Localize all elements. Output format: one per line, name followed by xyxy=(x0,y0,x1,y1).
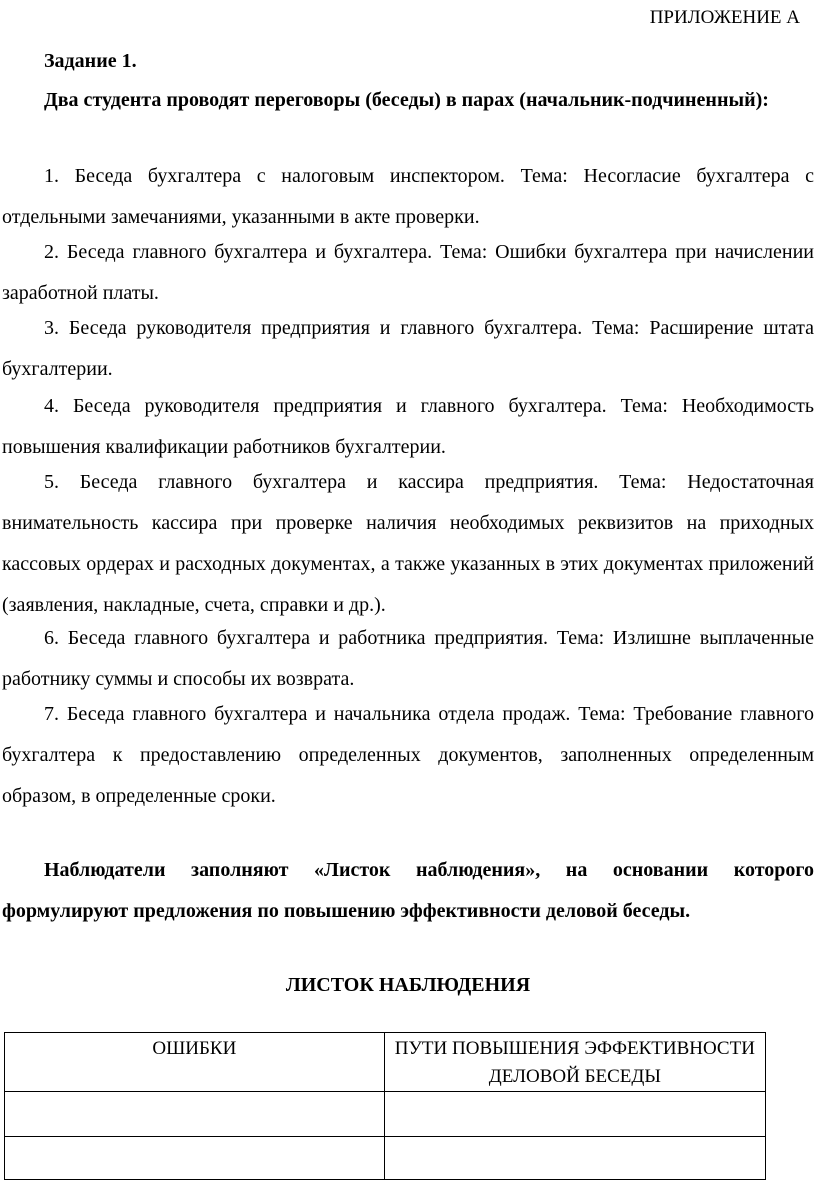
list-item: 7. Беседа главного бухгалтера и начальника отдела продаж. Тема: Требование главного бухгалтера к предоставлению определенных документов, заполненных определенным образом, в определенные сроки. xyxy=(2,703,814,807)
column-header-errors: ОШИБКИ xyxy=(5,1033,385,1092)
table-row xyxy=(5,1137,766,1180)
list-item: 3. Беседа руководителя предприятия и главного бухгалтера. Тема: Расширение штата бухгалтерии. xyxy=(2,317,814,380)
table-cell[interactable] xyxy=(384,1137,765,1180)
observers-note: Наблюдатели заполняют «Листок наблюдения», на основании которого формулируют предложения по повышению эффективности деловой беседы. xyxy=(2,859,814,922)
table-cell[interactable] xyxy=(5,1137,385,1180)
observation-sheet-title: ЛИСТОК НАБЛЮДЕНИЯ xyxy=(285,974,531,996)
list-item: 2. Беседа главного бухгалтера и бухгалтера. Тема: Ошибки бухгалтера при начислении заработной платы. xyxy=(2,241,814,304)
table-cell[interactable] xyxy=(5,1092,385,1137)
column-header-improvement-ways: ПУТИ ПОВЫШЕНИЯ ЭФФЕКТИВНОСТИ ДЕЛОВОЙ БЕСЕДЫ xyxy=(384,1033,765,1092)
appendix-label: ПРИЛОЖЕНИЕ А xyxy=(649,7,800,28)
observation-table xyxy=(4,1032,766,1180)
table-cell[interactable] xyxy=(384,1092,765,1137)
list-item: 6. Беседа главного бухгалтера и работника предприятия. Тема: Излишне выплаченные работнику суммы и способы их возврата. xyxy=(2,627,814,690)
list-item: 5. Беседа главного бухгалтера и кассира предприятия. Тема: Недостаточная внимательность кассира при проверке наличия необходимых реквизитов на приходных кассовых ордерах и расходных документах, а также указанных в этих документах приложений (заявления, накладные, счета, справки и др.). xyxy=(2,471,814,616)
task-intro: Два студента проводят переговоры (беседы) в парах (начальник-подчиненный): xyxy=(44,89,769,111)
list-item: 4. Беседа руководителя предприятия и главного бухгалтера. Тема: Необходимость повышения квалификации работников бухгалтерии. xyxy=(2,395,814,458)
table-header-row xyxy=(5,1033,766,1092)
task-title: Задание 1. xyxy=(44,50,137,72)
table-row xyxy=(5,1092,766,1137)
list-item: 1. Беседа бухгалтера с налоговым инспектором. Тема: Несогласие бухгалтера с отдельными замечаниями, указанными в акте проверки. xyxy=(2,165,814,228)
